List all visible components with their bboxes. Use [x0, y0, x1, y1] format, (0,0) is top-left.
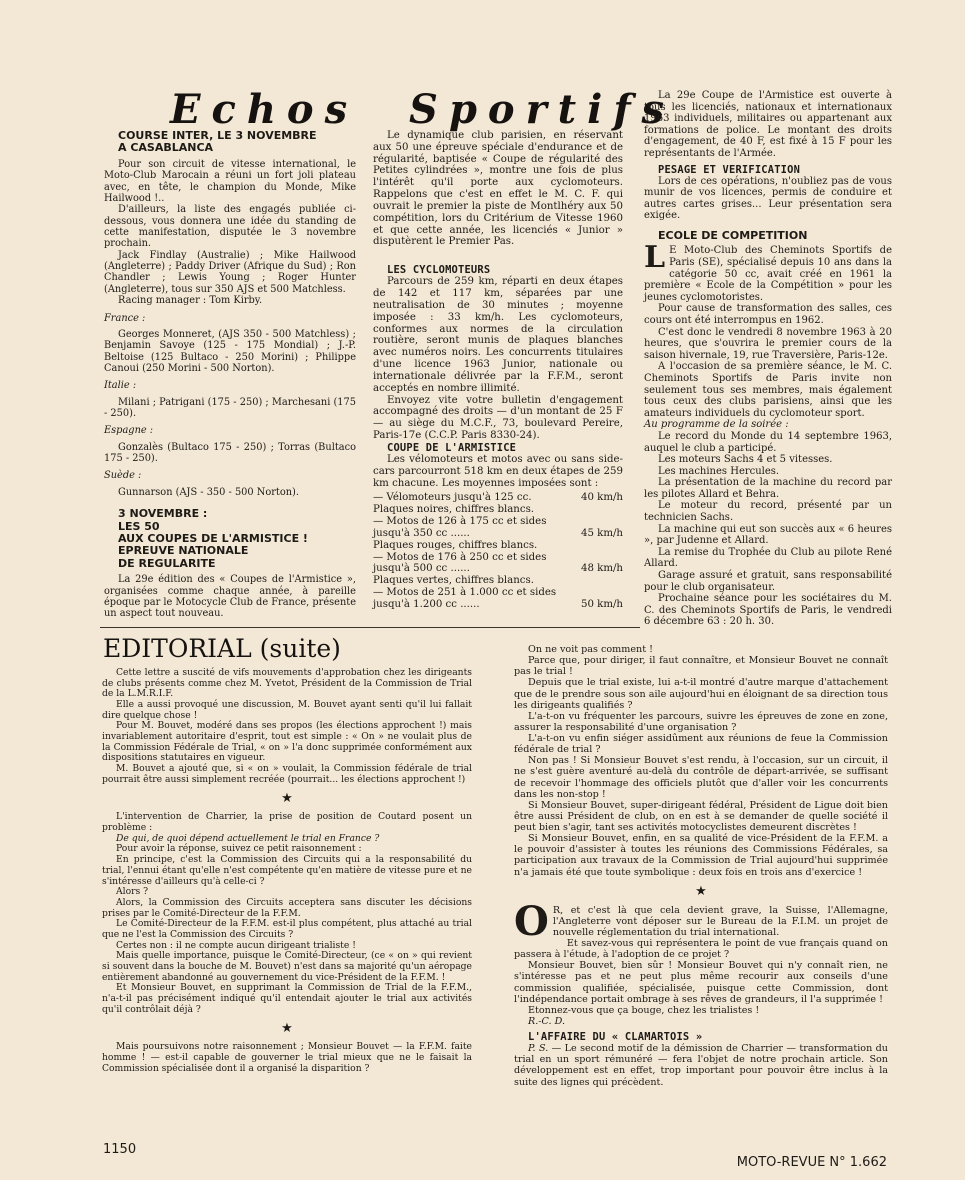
- editorial-paragraph: Depuis que le trial existe, lui a-t-il montré d'autre marque d'attachement que de le prendre sous son aile aujourd'hui en éloignant de sa direction tous les dirigeants qualifiés ?: [514, 677, 888, 711]
- speed-value: 50 km/h: [580, 598, 623, 610]
- editorial-dropcap: O: [514, 897, 549, 945]
- programme-item: La présentation de la machine du record par les pilotes Allard et Behra.: [644, 477, 892, 500]
- editorial-paragraph: Et savez-vous qui représentera le point de vue français quand on passera à l'étude, à l'adoption de ce projet ?: [514, 938, 888, 961]
- editorial-title: EDITORIAL (suite): [103, 634, 341, 663]
- editorial-paragraph: Le Comité-Directeur de la F.F.M. est-il plus compétent, plus attaché au trial que ne l'est la Commission des Circuits ?: [102, 918, 472, 940]
- speed-row: [373, 575, 623, 587]
- editorial-left-column: [102, 668, 472, 1074]
- column-course-inter: [104, 130, 356, 620]
- country-entries-suede: Gunnarson (AJS - 350 - 500 Norton).: [118, 486, 299, 498]
- ecole-paragraph: C'est donc le vendredi 8 novembre 1963 à 20 heures, que s'ouvrira le premier cours de la saison hivernale, 19, rue Traversière, Paris-12e.: [644, 326, 892, 361]
- coupe-paragraph: Les vélomoteurs et motos avec ou sans side-cars parcourront 518 km en deux étapes de 259 km chacune. Les moyennes imposées sont :: [373, 454, 623, 489]
- speed-row: [373, 552, 623, 576]
- cyclomoteurs-heading: LES CYCLOMOTEURS: [387, 264, 491, 277]
- editorial-paragraph: En principe, c'est la Commission des Circuits qui a la responsabilité du trial, l'ennui étant qu'elle n'est compétente qu'en matière de vitesse pure et ne s'intéresse d'ailleurs qu'à celle-ci ?: [102, 854, 472, 887]
- country-label-espagne: Espagne :: [104, 425, 154, 437]
- editorial-paragraph: Pour avoir la réponse, suivez ce petit raisonnement :: [116, 843, 362, 855]
- speed-category: Plaques vertes, chiffres blancs.: [373, 575, 534, 587]
- course-paragraph: Racing manager : Tom Kirby.: [118, 295, 263, 307]
- editorial-paragraph: Si Monsieur Bouvet, super-dirigeant fédéral, Président de Ligue doit bien être aussi Président de club, on en est à se demander de quelle société il peut bien s'agir, tant ses activités motocyclistes demeurent discrètes !: [514, 799, 888, 833]
- ecole-dropcap: L: [644, 240, 666, 276]
- speed-category: — Motos de 176 à 250 cc et sides jusqu'à 500 cc ......: [373, 551, 547, 575]
- editorial-right-column: [514, 644, 888, 1088]
- country-label-suede: Suède :: [104, 470, 142, 482]
- course-headline-1: COURSE INTER, LE 3 NOVEMBRE: [118, 129, 317, 142]
- ecole-first-paragraph: [644, 240, 892, 303]
- programme-item: Prochaine séance pour les sociétaires du M. C. des Cheminots Sportifs de Paris, le vendredi 6 décembre 63 : 20 h. 30.: [644, 593, 892, 628]
- editorial-paragraph: Mais quelle importance, puisque le Comité-Directeur, (ce « on » qui revient si souvent dans la bouche de M. Bouvet) n'est dans sa majorité qu'un aéropage entièrement abandonné au gouvernement du vice-Président de la F.F.M. !: [102, 950, 472, 983]
- cyclomoteurs-paragraph: Parcours de 259 km, réparti en deux étapes de 142 et 117 km, séparées par une neutralisation de 30 minutes ; moyenne imposée : 33 km/h. Les cyclomoteurs, conformes aux normes de la circulation routière, seront munis de plaques blanches avec numéros noirs. Les concurrents titulaires d'une licence 1963 Junior, nationale ou internationale délivrée par la F.F.M., seront acceptés en nombre illimité.: [373, 276, 623, 394]
- programme-item: Garage assuré et gratuit, sans responsabilité pour le club organisateur.: [644, 570, 892, 593]
- armistice-paragraph: La 29e Coupe de l'Armistice est ouverte à tous les licenciés, nationaux et internationaux 1963 individuels, militaires ou appartenant aux formations de police. Le montant des droits d'engagement, de 40 F, est fixé à 15 F pour les représentants de l'Armée.: [644, 90, 892, 159]
- course-paragraph: Jack Findlay (Australie) ; Mike Hailwood (Angleterre) ; Paddy Driver (Afrique du Sud) ; Ron Chandler ; Lewis Young ; Roger Hunter (Angleterre), tous sur 350 AJS et 500 Matchless.: [104, 249, 356, 295]
- star-separator: ★: [695, 883, 707, 899]
- ecole-heading: ECOLE DE COMPETITION: [658, 229, 808, 242]
- editorial-paragraph: Pour M. Bouvet, modéré dans ses propos (les élections approchent !) mais invariablement autoritaire d'esprit, tout est simple : « On » ne voulait plus de la Commission Fédérale de Trial, « on » l'a donc supprimée conformément aux dispositions statutaires en vigueur.: [102, 720, 472, 764]
- speed-value: 45 km/h: [580, 527, 623, 539]
- course-paragraph: Pour son circuit de vitesse international, le Moto-Club Marocain a réuni un fort joli plateau avec, en tête, le champion du Monde, Mike Hailwood !..: [104, 158, 356, 204]
- cyclomoteurs-paragraph: Envoyez vite votre bulletin d'engagement accompagné des droits — d'un montant de 25 F — au siège du M.C.F., 73, boulevard Pereire, Paris-17e (C.C.P. Paris 8330-24).: [373, 394, 623, 442]
- speed-category: — Motos de 126 à 175 cc et sides jusqu'à 350 cc ......: [373, 516, 547, 539]
- editorial-paragraph: Cette lettre a suscité de vifs mouvements d'approbation chez les dirigeants de clubs présents comme chez M. Yvetot, Président de la Commission de Trial de la L.M.R.I.F.: [102, 667, 472, 700]
- nov-headline-2: LES 50: [118, 519, 160, 533]
- country-entries-france: Georges Monneret, (AJS 350 - 500 Matchless) ; Benjamin Savoye (125 - 175 Mondial) ; J.-P. Beltoise (125 Bultaco - 250 Morini) ; Philippe Canoui (250 Morini - 500 Norton).: [104, 328, 356, 374]
- editorial-paragraph: Monsieur Bouvet, bien sûr ! Monsieur Bouvet qui n'y connaît rien, ne s'intéresse pas et ne peut plus même recourir aux conseils d'une commission qualifiée, spécialisée, puisque cette Commission, dont l'indépendance portait ombrage à ses rêves de grandeurs, il l'a supprimée !: [514, 960, 888, 1005]
- section-divider: [100, 627, 640, 628]
- programme-item: La machine qui eut son succès aux « 6 heures », par Judenne et Allard.: [644, 523, 892, 547]
- nov-headline-3: AUX COUPES DE L'ARMISTICE !: [118, 532, 308, 546]
- editorial-paragraph: Non pas ! Si Monsieur Bouvet s'est rendu, à l'occasion, sur un circuit, il ne s'est guère aventuré au-delà du contrôle de départ-arrivée, se suffisant de recevoir l'hommage des officiels plutôt que d'aller voir les concurrents dans les non-stop !: [514, 755, 888, 800]
- editorial-paragraph: L'a-t-on vu fréquenter les parcours, suivre les épreuves de zone en zone, assurer la responsabilité d'une organisation ?: [514, 710, 888, 733]
- speed-row: [373, 492, 623, 504]
- speed-row: [373, 587, 623, 611]
- course-paragraph: D'ailleurs, la liste des engagés publiée ci-dessous, vous donnera une idée du standing de cette manifestation, disputée le 3 novembre prochain.: [104, 204, 356, 250]
- pesage-paragraph: Lors de ces opérations, n'oubliez pas de vous munir de vos licences, permis de conduire et autres cartes grises... Leur présentation sera exigée.: [644, 175, 892, 222]
- editorial-paragraph: L'intervention de Charrier, la prise de position de Coutard posent un problème :: [102, 811, 472, 834]
- page-number: 1150: [103, 1142, 137, 1157]
- editorial-paragraph: Si Monsieur Bouvet, enfin, en sa qualité de vice-Président de la F.F.M. a le pouvoir d'assister à toutes les réunions des Commissions Fédérales, sa participation aux travaux de la Commission de Trial aujourd'hui supprimée n'a jamais été que toute symbolique : deux fois en trois ans d'exercice !: [514, 833, 888, 878]
- speed-value: 40 km/h: [580, 492, 623, 504]
- editorial-paragraph: Elle a aussi provoqué une discussion, M. Bouvet ayant senti qu'il lui fallait dire quelque chose !: [102, 699, 472, 721]
- programme-item: Le moteur du record, présenté par un technicien Sachs.: [644, 500, 892, 524]
- star-separator: ★: [281, 791, 293, 807]
- page-title: Echos Sportifs: [170, 86, 676, 133]
- ps-text: — Le second motif de la démission de Charrier — transformation du trial en un sport rémunéré — fera l'objet de notre prochain article. Son développement est en effet, trop important pour pouvoir être inclus à la suite des lignes qui précèdent.: [514, 1043, 888, 1088]
- editorial-question: De qui, de quoi dépend actuellement le trial en France ?: [116, 832, 380, 844]
- country-entries-italie: Milani ; Patrigani (175 - 250) ; Marchesani (175 - 250).: [104, 396, 356, 420]
- editorial-paragraph: M. Bouvet a ajouté que, si « on » voulait, la Commission fédérale de trial pourrait être aussi simplement recréée (pourrait... les élections approchent !): [102, 763, 472, 785]
- course-headline-2: A CASABLANCA: [118, 141, 214, 155]
- speed-category: Plaques noires, chiffres blancs.: [373, 504, 535, 516]
- editorial-paragraph: Mais poursuivons notre raisonnement ; Monsieur Bouvet — la F.F.M. faite homme ! — est-il capable de gouverner le trial mieux que ne le faisait la Commission spécialisée dont il a organisé la disparition ?: [102, 1041, 472, 1074]
- programme-item: Les moteurs Sachs 4 et 5 vitesses.: [658, 454, 833, 466]
- editorial-paragraph: Et Monsieur Bouvet, en supprimant la Commission de Trial de la F.F.M., n'a-t-il pas précisément indiqué qu'il entendait ajouter le trial aux activités qu'il contrôlait déjà ?: [102, 982, 472, 1015]
- ps-paragraph: [514, 1043, 888, 1088]
- speed-value: 48 km/h: [580, 563, 623, 575]
- country-entries-espagne: Gonzalès (Bultaco 175 - 250) ; Torras (Bultaco 175 - 250).: [104, 441, 356, 465]
- editorial-paragraph: L'a-t-on vu enfin siéger assidûment aux réunions de feue la Commission fédérale de trial ?: [514, 733, 888, 756]
- editorial-dropcap-text: R, et c'est là que cela devient grave, la Suisse, l'Allemagne, l'Angleterre vont déposer sur le Bureau de la F.I.M. un projet de nouvelle réglementation du trial international.: [552, 904, 888, 938]
- pesage-heading: PESAGE ET VERIFICATION: [658, 163, 801, 176]
- speed-row: [373, 504, 623, 516]
- editorial-paragraph: Alors, la Commission des Circuits acceptera sans discuter les décisions prises par le Comité-Directeur de la F.F.M.: [102, 896, 472, 919]
- nov-headline-4: EPREUVE NATIONALE: [118, 544, 249, 558]
- ecole-paragraph: Pour cause de transformation des salles, ces cours ont été interrompus en 1962.: [644, 303, 892, 326]
- nov-paragraph: La 29e édition des « Coupes de l'Armistice », organisées comme chaque année, à pareille époque par le Motocycle Club de France, présente un aspect tout nouveau.: [104, 574, 357, 620]
- programme-item: Le record du Monde du 14 septembre 1963, auquel le club a participé.: [644, 430, 892, 454]
- nov-headline-1: 3 NOVEMBRE :: [118, 507, 208, 521]
- column-armistice-ecole: [644, 90, 892, 628]
- editorial-dropcap-paragraph: [514, 897, 888, 945]
- speed-row: [373, 540, 623, 552]
- column-cyclomoteurs: [373, 130, 623, 611]
- editorial-paragraph: Certes non : il ne compte aucun dirigeant trialiste !: [116, 939, 356, 951]
- speed-row: [373, 516, 623, 540]
- programme-label: Au programme de la soirée :: [644, 419, 789, 431]
- editorial-signature: R.-C. D.: [528, 1015, 566, 1027]
- speed-category: — Vélomoteurs jusqu'à 125 cc.: [373, 492, 532, 504]
- editorial-paragraph: Etonnez-vous que ça bouge, chez les trialistes !: [528, 1004, 760, 1016]
- country-label-italie: Italie :: [104, 380, 137, 392]
- country-label-france: France :: [104, 312, 146, 324]
- speed-category: Plaques rouges, chiffres blancs.: [373, 539, 538, 551]
- editorial-paragraph: On ne voit pas comment !: [528, 644, 653, 655]
- ecole-paragraph: A l'occasion de sa première séance, le M. C. Cheminots Sportifs de Paris invite non seulement tous ses membres, mais également tous ceux des clubs parisiens, ainsi que les amateurs individuels du cyclomoteur sport.: [644, 361, 892, 419]
- star-separator: ★: [281, 1021, 293, 1037]
- ps-label: P. S.: [528, 1043, 549, 1055]
- editorial-paragraph: Parce que, pour diriger, il faut connaître, et Monsieur Bouvet ne connaît pas le trial !: [514, 655, 888, 678]
- coupe-heading: COUPE DE L'ARMISTICE: [387, 441, 517, 454]
- editorial-paragraph: Alors ?: [116, 886, 149, 898]
- ecole-first-text: E Moto-Club des Cheminots Sportifs de Paris (SE), spécialisé depuis 10 ans dans la catégorie 50 cc, avait créé en 1961 la première « Ecole de la Compétition » pour les jeunes cyclomotoristes.: [644, 245, 892, 303]
- programme-item: La remise du Trophée du Club au pilote René Allard.: [644, 546, 892, 570]
- programme-item: Les machines Hercules.: [658, 465, 780, 477]
- nov-headline-5: DE REGULARITE: [118, 556, 216, 570]
- speed-category: — Motos de 251 à 1.000 cc et sides jusqu'à 1.200 cc ......: [373, 587, 557, 610]
- affaire-heading: L'AFFAIRE DU « CLAMARTOIS »: [528, 1031, 703, 1044]
- magazine-issue: MOTO-REVUE N° 1.662: [736, 1155, 887, 1170]
- club-intro-paragraph: Le dynamique club parisien, en réservant aux 50 une épreuve spéciale d'endurance et de régularité, baptisée « Coupe de régularité des Petites cylindrées », montre une fois de plus l'intérêt qu'il porte aux cyclomoteurs. Rappelons que c'est en effet le M. C. F. qui ouvrait le premier la piste de Montlhéry aux 50 compétition, lors du Critérium de Vitesse 1960 et que cette année, les licenciés « Junior » disputèrent le Premier Pas.: [373, 130, 623, 248]
